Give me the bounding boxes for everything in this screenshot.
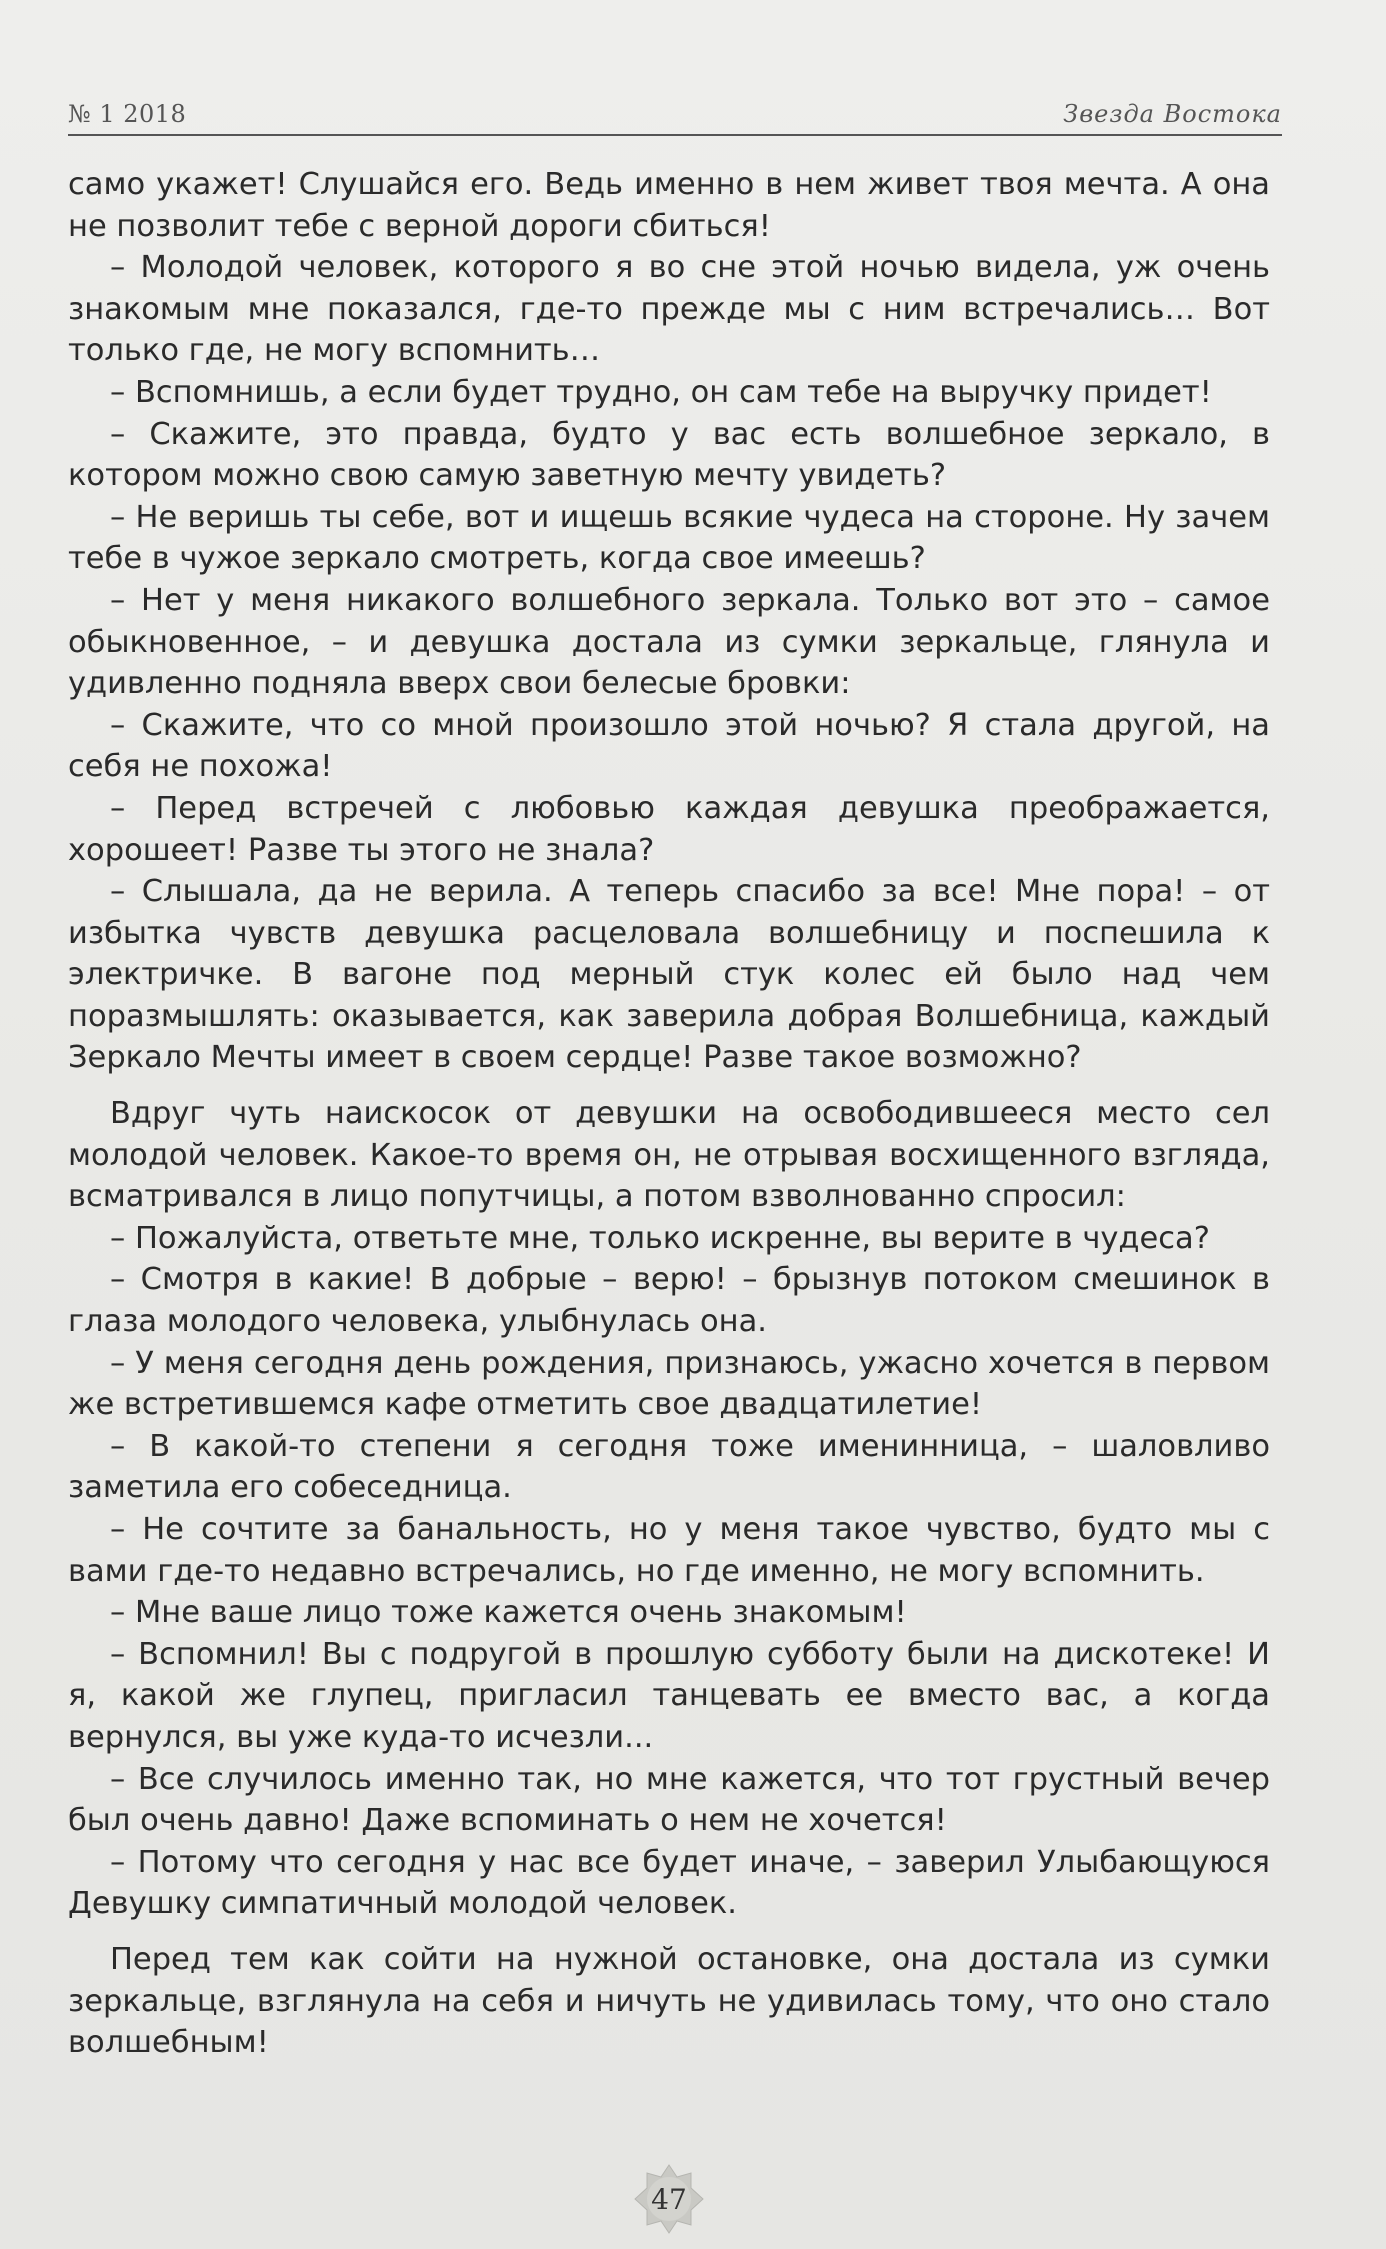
paragraph: – Молодой человек, которого я во сне этой ночью видела, уж очень знакомым мне показался, где-то прежде мы с ним встречались… Вот только где, не могу вспомнить… [68,250,1270,369]
paragraph: – Потому что сегодня у нас все будет иначе, – заверил Улыбающуюся Девушку симпатичный молодой человек. [68,1844,1270,1922]
paragraph: – Слышала, да не верила. А теперь спасибо за все! Мне пора! – от избытка чувств девушка расцеловала волшебницу и поспешила к электричке. В вагоне под мерный стук колес ей было над чем поразмышлять: оказывается, как заверила добрая Волшебница, каждый Зеркало Мечты имеет в своем сердце! Разве такое возможно? [68,874,1270,1076]
body-text [68,164,1270,2064]
paragraph: – Все случилось именно так, но мне кажется, что тот грустный вечер был очень давно! Даже вспоминать о нем не хочется! [68,1761,1270,1839]
paragraph: – Вспомнишь, а если будет трудно, он сам тебе на выручку придет! [110,374,1212,410]
page-number-badge [633,2163,705,2235]
paragraph: – Нет у меня никакого волшебного зеркала. Только вот это – самое обыкновенное, – и девушка достала из сумки зеркальце, глянула и удивленно подняла вверх свои белесые бровки: [68,582,1270,702]
paragraph: – Скажите, это правда, будто у вас есть волшебное зеркало, в котором можно свою самую заветную мечту увидеть? [68,416,1270,494]
paragraph: – В какой-то степени я сегодня тоже именинница, – шаловливо заметила его собеседница. [68,1428,1270,1506]
paragraph: Перед тем как сойти на нужной остановке, она достала из сумки зеркальце, взглянула на себя и ничуть не удивилась тому, что оно стало волшебным! [68,1941,1270,2061]
paragraph: – Не сочтите за банальность, но у меня такое чувство, будто мы с вами где-то недавно встречались, но где именно, не могу вспомнить. [68,1512,1270,1589]
paragraph: – У меня сегодня день рождения, признаюсь, ужасно хочется в первом же встретившемся кафе отметить свое двадцатилетие! [68,1345,1270,1423]
paragraph: – Мне ваше лицо тоже кажется очень знакомым! [110,1595,907,1631]
paragraph: само укажет! Слушайся его. Ведь именно в нем живет твоя мечта. А она не позволит тебе с верной дороги сбиться! [68,167,1270,244]
paragraph: – Пожалуйста, ответьте мне, только искренне, вы верите в чудеса? [110,1220,1210,1256]
paragraph: – Скажите, что со мной произошло этой ночью? Я стала другой, на себя не похожа! [68,707,1270,785]
paragraph: – Перед встречей с любовью каждая девушка преображается, хорошеет! Разве ты этого не знала? [68,790,1270,868]
paragraph: Вдруг чуть наискосок от девушки на освободившееся место сел молодой человек. Какое-то время он, не отрывая восхищенного взгляда, всматривался в лицо попутчицы, а потом взволнованно спросил: [68,1096,1270,1215]
page-number: 47 [651,2182,687,2216]
paragraph: – Вспомнил! Вы с подругой в прошлую субботу были на дискотеке! И я, какой же глупец, пригласил танцевать ее вместо вас, а когда вернулся, вы уже куда-то исчезли... [68,1636,1270,1755]
journal-title: Звезда Востока [1063,100,1282,128]
running-header [68,94,1282,136]
issue-number: № 1 2018 [68,100,187,128]
paragraph: – Смотря в какие! В добрые – верю! – брызнув потоком смешинок в глаза молодого человека, улыбнулась она. [68,1262,1270,1340]
paragraph: – Не веришь ты себе, вот и ищешь всякие чудеса на стороне. Ну зачем тебе в чужое зеркало смотреть, когда свое имеешь? [68,499,1270,577]
